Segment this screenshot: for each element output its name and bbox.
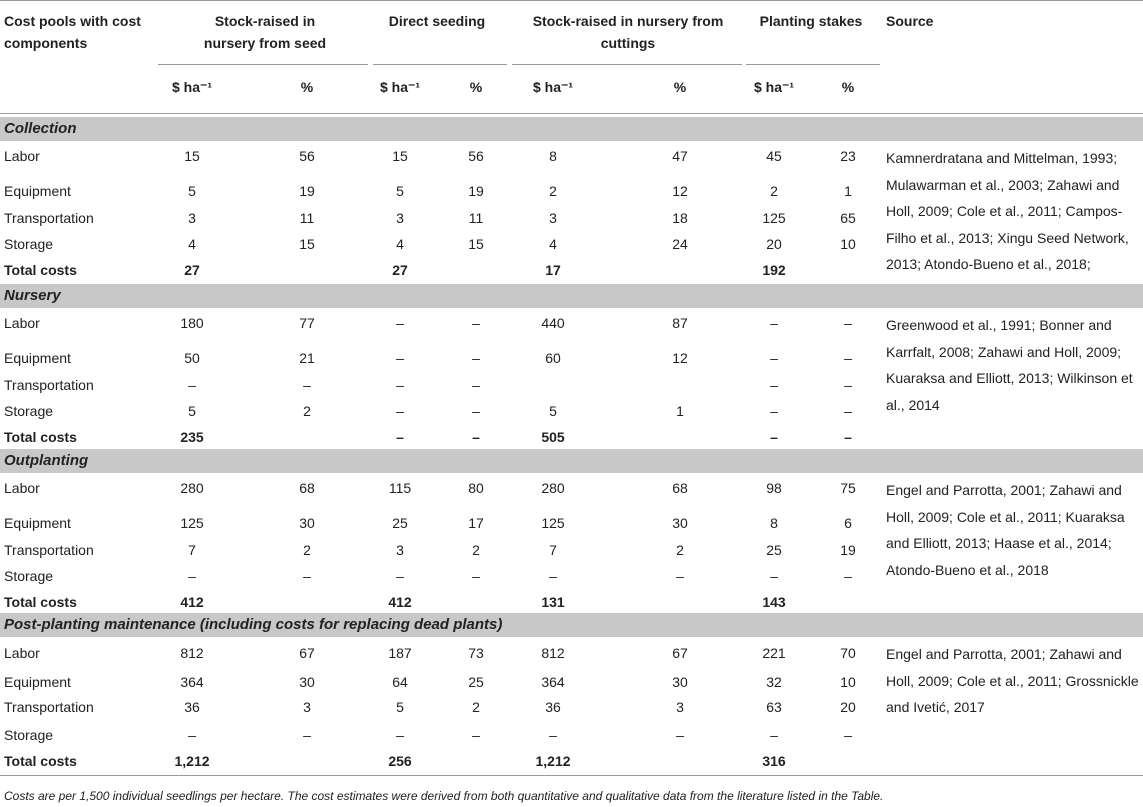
- row-label: Labor: [4, 148, 40, 164]
- value-cell: –: [770, 315, 778, 331]
- value-cell: 5: [396, 183, 404, 199]
- value-cell: –: [396, 315, 404, 331]
- value-cell: –: [188, 377, 196, 393]
- value-cell: 440: [541, 315, 565, 331]
- value-cell: 47: [672, 148, 688, 164]
- row-label: Labor: [4, 480, 40, 496]
- value-cell: 4: [396, 236, 404, 252]
- row-label: Storage: [4, 236, 54, 252]
- value-cell: 5: [396, 699, 404, 715]
- value-cell: 30: [672, 674, 688, 690]
- value-cell: 4: [188, 236, 196, 252]
- value-cell: 30: [299, 515, 315, 531]
- value-cell: –: [844, 315, 852, 331]
- group-header-direct-seeding: Direct seeding: [388, 13, 486, 29]
- value-cell: 7: [549, 542, 557, 558]
- value-cell: 25: [468, 674, 484, 690]
- value-cell: –: [676, 727, 684, 743]
- value-cell: 23: [840, 148, 856, 164]
- value-cell: –: [844, 403, 852, 419]
- total-row-label: Total costs: [4, 753, 77, 769]
- row-label: Equipment: [4, 183, 71, 199]
- value-cell: 11: [299, 210, 315, 226]
- value-cell: –: [188, 568, 196, 584]
- total-cell: 192: [762, 262, 786, 278]
- value-cell: –: [396, 568, 404, 584]
- value-cell: –: [770, 568, 778, 584]
- value-cell: 15: [299, 236, 315, 252]
- value-cell: 1: [844, 183, 852, 199]
- value-cell: 2: [303, 403, 311, 419]
- total-row-label: Total costs: [4, 262, 77, 278]
- value-cell: –: [188, 727, 196, 743]
- value-cell: 812: [541, 645, 565, 661]
- value-cell: 3: [549, 210, 557, 226]
- value-cell: 812: [180, 645, 204, 661]
- total-cell: –: [472, 429, 480, 445]
- value-cell: 12: [672, 183, 688, 199]
- value-cell: 80: [468, 480, 484, 496]
- value-cell: 15: [468, 236, 484, 252]
- total-row-label: Total costs: [4, 594, 77, 610]
- unit-header-cell: $ ha⁻¹: [171, 79, 213, 95]
- value-cell: 19: [468, 183, 484, 199]
- value-cell: 2: [770, 183, 778, 199]
- value-cell: –: [472, 315, 480, 331]
- row-label: Transportation: [4, 210, 94, 226]
- value-cell: 187: [388, 645, 412, 661]
- total-cell: 412: [388, 594, 412, 610]
- value-cell: 73: [468, 645, 484, 661]
- total-row-label: Total costs: [4, 429, 77, 445]
- table-bottom-rule: [0, 775, 1143, 776]
- value-cell: –: [844, 350, 852, 366]
- value-cell: 2: [303, 542, 311, 558]
- row-label: Equipment: [4, 515, 71, 531]
- value-cell: 19: [840, 542, 856, 558]
- value-cell: 2: [549, 183, 557, 199]
- total-cell: 143: [762, 594, 786, 610]
- value-cell: 75: [840, 480, 856, 496]
- total-cell: 235: [180, 429, 204, 445]
- value-cell: 50: [184, 350, 200, 366]
- value-cell: 17: [468, 515, 484, 531]
- row-label: Transportation: [4, 377, 94, 393]
- unit-header-cell: $ ha⁻¹: [379, 79, 421, 95]
- group-rule-direct: [373, 64, 507, 65]
- value-cell: 4: [549, 236, 557, 252]
- value-cell: 364: [541, 674, 565, 690]
- group-header-planting-stakes: Planting stakes: [759, 13, 863, 29]
- value-cell: 12: [672, 350, 688, 366]
- unit-header-cell: %: [673, 79, 687, 95]
- group-rule-stakes: [746, 64, 880, 65]
- section-title: Outplanting: [4, 452, 89, 469]
- section-band: [0, 449, 1143, 473]
- row-label: Transportation: [4, 699, 94, 715]
- unit-header-cell: %: [469, 79, 483, 95]
- table-top-rule: [0, 0, 1143, 1]
- value-cell: –: [770, 350, 778, 366]
- row-label: Labor: [4, 315, 40, 331]
- value-cell: 10: [840, 674, 856, 690]
- value-cell: 364: [180, 674, 204, 690]
- value-cell: –: [396, 350, 404, 366]
- value-cell: 2: [472, 542, 480, 558]
- value-cell: 25: [766, 542, 782, 558]
- value-cell: –: [303, 568, 311, 584]
- source-citations: Greenwood et al., 1991; Bonner and Karrfalt, 2008; Zahawi and Holl, 2009; Kuaraksa and Elliott, 2013; Wilkinson et al., 2014: [886, 317, 1133, 413]
- unit-header-cell: %: [841, 79, 855, 95]
- value-cell: –: [549, 727, 557, 743]
- value-cell: 221: [762, 645, 786, 661]
- value-cell: 68: [299, 480, 315, 496]
- section-title: Collection: [4, 120, 77, 137]
- total-cell: –: [844, 429, 852, 445]
- value-cell: 11: [468, 210, 484, 226]
- value-cell: 125: [180, 515, 204, 531]
- value-cell: –: [676, 568, 684, 584]
- value-cell: 3: [188, 210, 196, 226]
- value-cell: –: [303, 377, 311, 393]
- value-cell: –: [472, 727, 480, 743]
- group-header-cuttings: Stock-raised in nursery from cuttings: [532, 13, 724, 51]
- value-cell: –: [770, 403, 778, 419]
- total-cell: 505: [541, 429, 565, 445]
- value-cell: 8: [549, 148, 557, 164]
- value-cell: –: [844, 377, 852, 393]
- value-cell: 5: [188, 183, 196, 199]
- value-cell: 32: [766, 674, 782, 690]
- value-cell: –: [396, 727, 404, 743]
- value-cell: 20: [840, 699, 856, 715]
- value-cell: 65: [840, 210, 856, 226]
- row-label: Storage: [4, 403, 54, 419]
- value-cell: 15: [184, 148, 200, 164]
- unit-header-cell: %: [300, 79, 314, 95]
- total-cell: 256: [388, 753, 412, 769]
- value-cell: –: [396, 403, 404, 419]
- total-cell: 17: [545, 262, 561, 278]
- value-cell: –: [472, 568, 480, 584]
- section-band: [0, 117, 1143, 141]
- value-cell: 280: [180, 480, 204, 496]
- total-cell: 1,212: [174, 753, 210, 769]
- value-cell: 3: [303, 699, 311, 715]
- value-cell: 56: [299, 148, 315, 164]
- value-cell: 6: [844, 515, 852, 531]
- total-cell: –: [770, 429, 778, 445]
- total-cell: 27: [184, 262, 200, 278]
- source-citations: Kamnerdratana and Mittelman, 1993; Mulawarman et al., 2003; Zahawi and Holl, 2009; Cole et al., 2011; Campos-Filho et al., 2013; Xingu Seed Network, 2013; Atondo-Bueno et al., 2018;: [886, 150, 1129, 273]
- value-cell: 3: [396, 542, 404, 558]
- row-label: Equipment: [4, 674, 71, 690]
- total-cell: 412: [180, 594, 204, 610]
- value-cell: –: [303, 727, 311, 743]
- value-cell: –: [472, 403, 480, 419]
- row-label-header: Cost pools with cost components: [4, 13, 141, 51]
- value-cell: 68: [672, 480, 688, 496]
- value-cell: –: [472, 377, 480, 393]
- section-band: [0, 613, 1143, 637]
- value-cell: 36: [184, 699, 200, 715]
- value-cell: 21: [299, 350, 315, 366]
- section-title: Nursery: [4, 287, 61, 304]
- value-cell: –: [472, 350, 480, 366]
- row-label: Transportation: [4, 542, 94, 558]
- group-rule-seed: [158, 64, 368, 65]
- value-cell: 36: [545, 699, 561, 715]
- value-cell: 24: [672, 236, 688, 252]
- value-cell: 2: [676, 542, 684, 558]
- value-cell: 2: [472, 699, 480, 715]
- total-cell: 1,212: [535, 753, 571, 769]
- value-cell: 180: [180, 315, 204, 331]
- value-cell: 56: [468, 148, 484, 164]
- value-cell: 63: [766, 699, 782, 715]
- row-label: Labor: [4, 645, 40, 661]
- total-cell: 27: [392, 262, 408, 278]
- value-cell: 30: [299, 674, 315, 690]
- value-cell: 30: [672, 515, 688, 531]
- total-cell: 131: [541, 594, 565, 610]
- value-cell: –: [844, 568, 852, 584]
- value-cell: 280: [541, 480, 565, 496]
- value-cell: 67: [672, 645, 688, 661]
- value-cell: 20: [766, 236, 782, 252]
- source-citations: Engel and Parrotta, 2001; Zahawi and Holl, 2009; Cole et al., 2011; Kuaraksa and Elliott, 2013; Haase et al., 2014; Atondo-Bueno et al., 2018: [886, 482, 1125, 578]
- value-cell: 18: [672, 210, 688, 226]
- value-cell: –: [770, 727, 778, 743]
- value-cell: 1: [676, 403, 684, 419]
- unit-header-cell: $ ha⁻¹: [532, 79, 574, 95]
- header-bottom-rule: [0, 113, 1143, 114]
- group-header-seed: Stock-raised in nursery from seed: [203, 13, 327, 51]
- row-label: Storage: [4, 568, 54, 584]
- total-cell: 316: [762, 753, 786, 769]
- value-cell: –: [396, 377, 404, 393]
- value-cell: 64: [392, 674, 408, 690]
- section-band: [0, 284, 1143, 308]
- source-header: Source: [886, 13, 934, 29]
- value-cell: 3: [396, 210, 404, 226]
- value-cell: –: [549, 568, 557, 584]
- value-cell: 45: [766, 148, 782, 164]
- group-rule-cuttings: [512, 64, 742, 65]
- table-footnote: Costs are per 1,500 individual seedlings per hectare. The cost estimates were derived from both quantitative and qualitative data from the literature listed in the Table.: [4, 789, 884, 803]
- value-cell: 5: [188, 403, 196, 419]
- value-cell: 25: [392, 515, 408, 531]
- source-citations: Engel and Parrotta, 2001; Zahawi and Holl, 2009; Cole et al., 2011; Grossnickle and Ivetić, 2017: [886, 646, 1139, 716]
- section-title: Post-planting maintenance (including costs for replacing dead plants): [4, 616, 503, 633]
- value-cell: 5: [549, 403, 557, 419]
- value-cell: 125: [762, 210, 786, 226]
- value-cell: –: [770, 377, 778, 393]
- value-cell: 77: [299, 315, 315, 331]
- value-cell: 67: [299, 645, 315, 661]
- value-cell: 70: [840, 645, 856, 661]
- unit-header-cell: $ ha⁻¹: [753, 79, 795, 95]
- value-cell: 8: [770, 515, 778, 531]
- value-cell: 10: [840, 236, 856, 252]
- value-cell: 60: [545, 350, 561, 366]
- value-cell: 19: [299, 183, 315, 199]
- value-cell: 3: [676, 699, 684, 715]
- row-label: Storage: [4, 727, 54, 743]
- total-cell: –: [396, 429, 404, 445]
- row-label: Equipment: [4, 350, 71, 366]
- value-cell: 125: [541, 515, 565, 531]
- value-cell: 15: [392, 148, 408, 164]
- value-cell: 98: [766, 480, 782, 496]
- value-cell: 87: [672, 315, 688, 331]
- value-cell: 115: [388, 480, 412, 496]
- value-cell: –: [844, 727, 852, 743]
- value-cell: 7: [188, 542, 196, 558]
